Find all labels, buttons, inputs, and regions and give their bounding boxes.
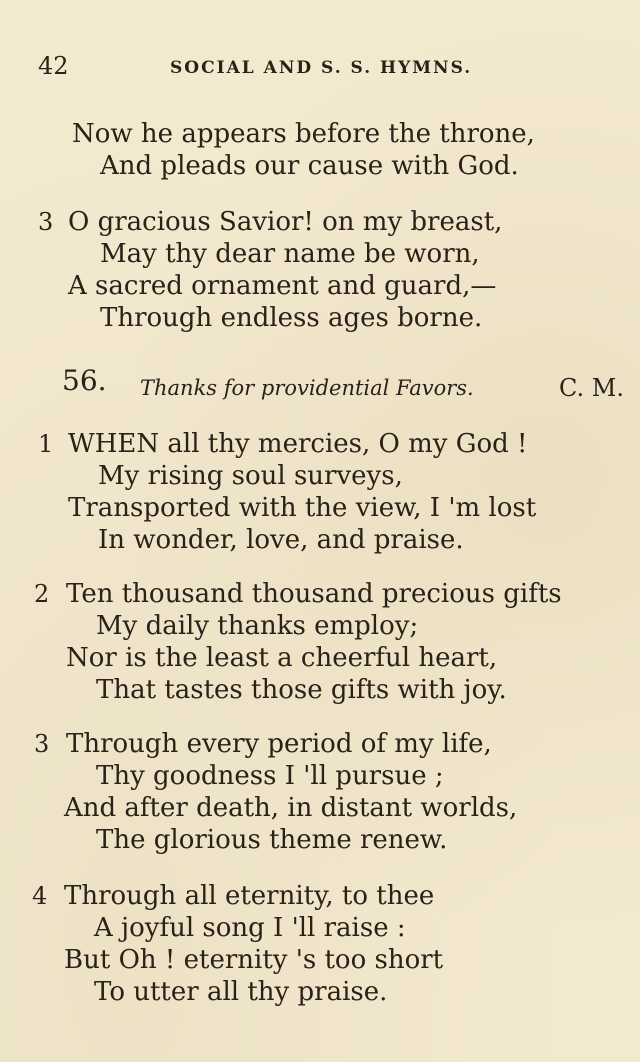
running-title: SOCIAL AND S. S. HYMNS. <box>170 58 473 78</box>
page-number: 42 <box>38 52 69 80</box>
stanza-number: 4 <box>32 882 48 910</box>
hymn-number: 56. <box>62 364 107 397</box>
stanza-number: 3 <box>38 208 54 236</box>
verse-line: Now he appears before the throne, <box>72 119 535 149</box>
verse-line: That tastes those gifts with joy. <box>96 675 507 705</box>
verse-line: In wonder, love, and praise. <box>98 525 464 555</box>
verse-line: A joyful song I 'll raise : <box>94 913 406 943</box>
stanza-number: 2 <box>34 580 50 608</box>
verse-line: Nor is the least a cheerful heart, <box>66 643 498 673</box>
verse-line: Transported with the view, I 'm lost <box>68 493 537 523</box>
verse-line: My rising soul surveys, <box>98 461 403 491</box>
verse-line: But Oh ! eternity 's too short <box>64 945 444 975</box>
hymn-heading <box>62 364 624 404</box>
verse-line: To utter all thy praise. <box>94 977 388 1007</box>
verse-line: May thy dear name be worn, <box>100 239 480 269</box>
verse-line: Ten thousand thousand precious gifts <box>66 579 562 609</box>
verse-line: The glorious theme renew. <box>96 825 448 855</box>
verse-line: A sacred ornament and guard,— <box>68 271 497 301</box>
verse-line: Thy goodness I 'll pursue ; <box>96 761 444 791</box>
verse-line: And pleads our cause with God. <box>100 151 519 181</box>
verse-line: Through all eternity, to thee <box>64 881 435 911</box>
verse-line: Through every period of my life, <box>66 729 492 759</box>
verse-line: WHEN all thy mercies, O my God ! <box>68 429 528 459</box>
verse-line: O gracious Savior! on my breast, <box>68 207 503 237</box>
verse-line: And after death, in distant worlds, <box>64 793 518 823</box>
stanza-number: 1 <box>38 430 54 458</box>
hymn-meter: C. M. <box>559 374 624 402</box>
verse-line: Through endless ages borne. <box>100 303 483 333</box>
page-header <box>38 50 610 86</box>
hymn-title: Thanks for providential Favors. <box>140 376 474 400</box>
verse-line: My daily thanks employ; <box>96 611 419 641</box>
stanza-number: 3 <box>34 730 50 758</box>
